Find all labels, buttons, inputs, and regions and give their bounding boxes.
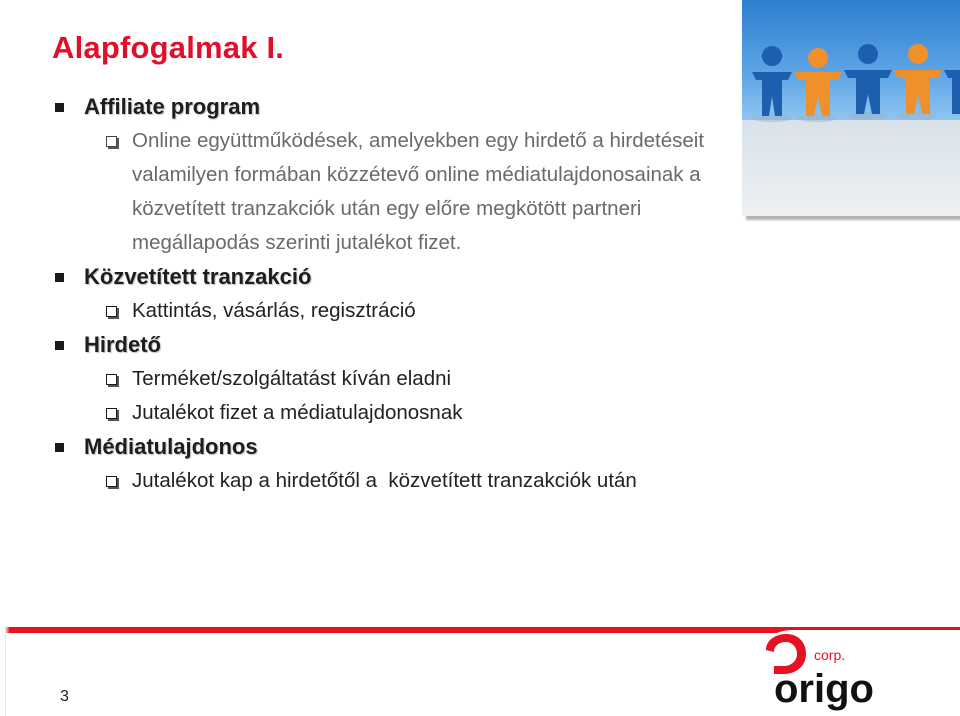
square-bullet-icon [55,341,64,350]
slide-title: Alapfogalmak I. [52,30,285,65]
section-heading: Közvetített tranzakció [52,260,752,294]
checkbox-bullet-icon [106,476,117,487]
square-bullet-icon [55,273,64,282]
section-heading: Médiatulajdonos [52,430,752,464]
section-heading: Affiliate program [52,90,752,124]
checkbox-bullet-icon [106,408,117,419]
list-item: Jutalékot fizet a médiatulajdonosnak [52,396,752,430]
paper-chain-people-image [742,0,960,216]
bullet-list [52,90,752,498]
page-number: 3 [60,688,69,705]
section-heading: Hirdető [52,328,752,362]
list-item: Terméket/szolgáltatást kíván eladni [52,362,752,396]
checkbox-bullet-icon [106,374,117,385]
list-item: Online együttműködések, amelyekben egy hirdető a hirdetéseit valamilyen formában közzétevő online médiatulajdonosainak a közvetített tranzakciók után egy előre megkötött partneri megállapodás szerinti jutalékot fizet. [52,124,752,260]
paper-people-photo [742,0,960,216]
square-bullet-icon [55,443,64,452]
logo-corp-text: corp. [814,647,846,663]
square-bullet-icon [55,103,64,112]
list-item: Kattintás, vásárlás, regisztráció [52,294,752,328]
checkbox-bullet-icon [106,136,117,147]
logo-brand-text: origo [774,667,874,711]
checkbox-bullet-icon [106,306,117,317]
origo-logo [752,630,960,716]
list-item: Jutalékot kap a hirdetőtől a közvetített tranzakciók után [52,464,752,498]
